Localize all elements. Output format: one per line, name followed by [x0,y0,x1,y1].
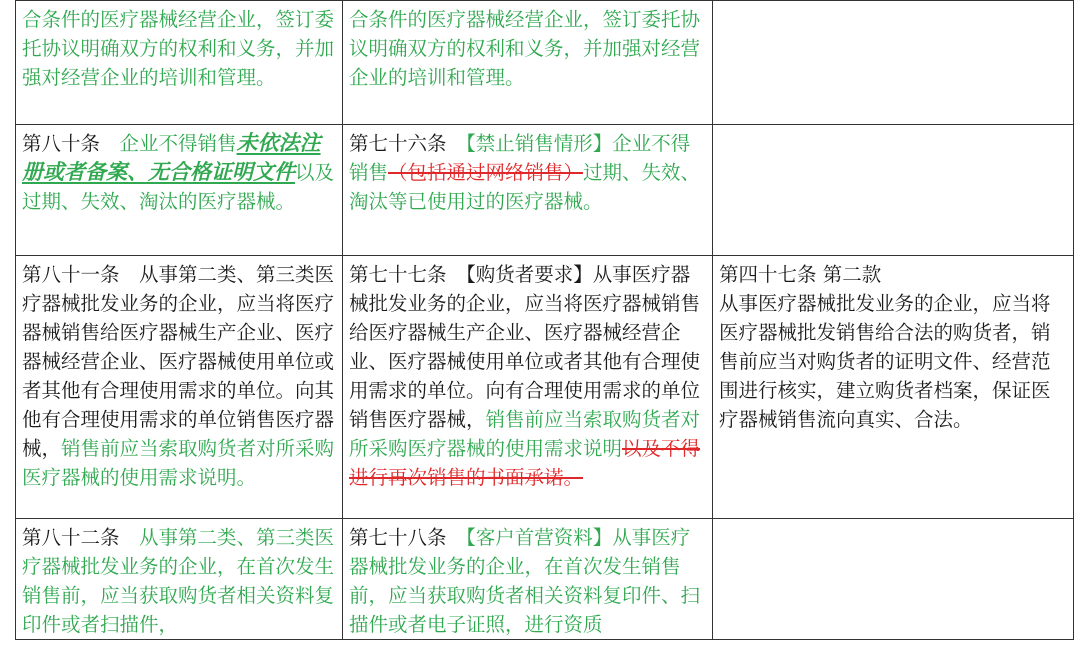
table-cell-old-text [713,125,1074,256]
text-run: 企业不得销售 [119,132,237,155]
text-run: 合条件的医疗器械经营企业，签订委托协议明确双方的权利和义务，并加强对经营企业的培训和管理。 [22,8,335,89]
table-row [16,1,1074,125]
regulation-comparison-table [15,0,1074,640]
table-cell-new-text [16,256,343,519]
table-cell-old-text [713,256,1074,519]
text-run: 销售前应当索取购货者对所采购医疗器械的使用需求说明。 [22,437,335,489]
table-row [16,256,1074,519]
emphasized-text-run: 未依法注册或者备案、无合格证明文件 [22,131,321,184]
text-run: 【禁止销售情形】企业不得销售 [349,132,691,184]
table-cell-new-text [16,1,343,125]
table-cell-draft-text [343,1,713,125]
text-run: 以及过期、失效、淘汰的医疗器械。 [22,161,335,213]
deleted-text-run: 以及不得进行再次销售的书面承诺。 [349,437,701,489]
table-cell-old-text [713,1,1074,125]
text-run: 合条件的医疗器械经营企业，签订委托协议明确双方的权利和义务，并加强对经营企业的培训和管理。 [349,8,701,89]
table-row [16,125,1074,256]
text-run: 过期、失效、淘汰等已使用过的医疗器械。 [349,161,701,213]
table-cell-draft-text [343,256,713,519]
text-run: 第四十七条 第二款 [719,263,882,286]
text-run: 第八十二条 [22,526,140,549]
table-row [16,519,1074,640]
text-run: 第七十七条 【购货者要求】从事医疗器械批发业务的企业，应当将医疗器械销售给医疗器械生产企业、医疗器械经营企业、医疗器械使用单位或者其他有合理使用需求的单位。向有合理使用需求的单位销售医疗器械， [349,263,701,431]
text-run: 第七十八条 [349,526,467,549]
table-cell-new-text [16,125,343,256]
text-run: 第八十一条 从事第二类、第三类医疗器械批发业务的企业，应当将医疗器械销售给医疗器械生产企业、医疗器械经营企业、医疗器械使用单位或者其他有合理使用需求的单位。向其他有合理使用需求的单位销售医疗器械， [22,263,335,460]
text-run: 第七十六条 [349,132,467,155]
text-run: 从事第二类、第三类医疗器械批发业务的企业，在首次发生销售前，应当获取购货者相关资料复印件或者扫描件， [22,526,335,636]
text-run: 从事医疗器械批发业务的企业，应当将医疗器械批发销售给合法的购货者，销售前应当对购货者的证明文件、经营范围进行核实，建立购货者档案，保证医疗器械销售流向真实、合法。 [719,292,1051,431]
table-cell-new-text [16,519,343,640]
table-cell-draft-text [343,125,713,256]
text-run: 第八十条 [22,132,120,155]
deleted-text-run: （包括通过网络销售） [388,161,584,184]
table-cell-old-text [713,519,1074,640]
table-cell-draft-text [343,519,713,640]
text-run: 【客户首营资料】从事医疗器械批发业务的企业，在首次发生销售前，应当获取购货者相关资料复印件、扫描件或者电子证照，进行资质 [349,526,701,636]
text-run: 销售前应当索取购货者对所采购医疗器械的使用需求说明 [349,408,701,460]
